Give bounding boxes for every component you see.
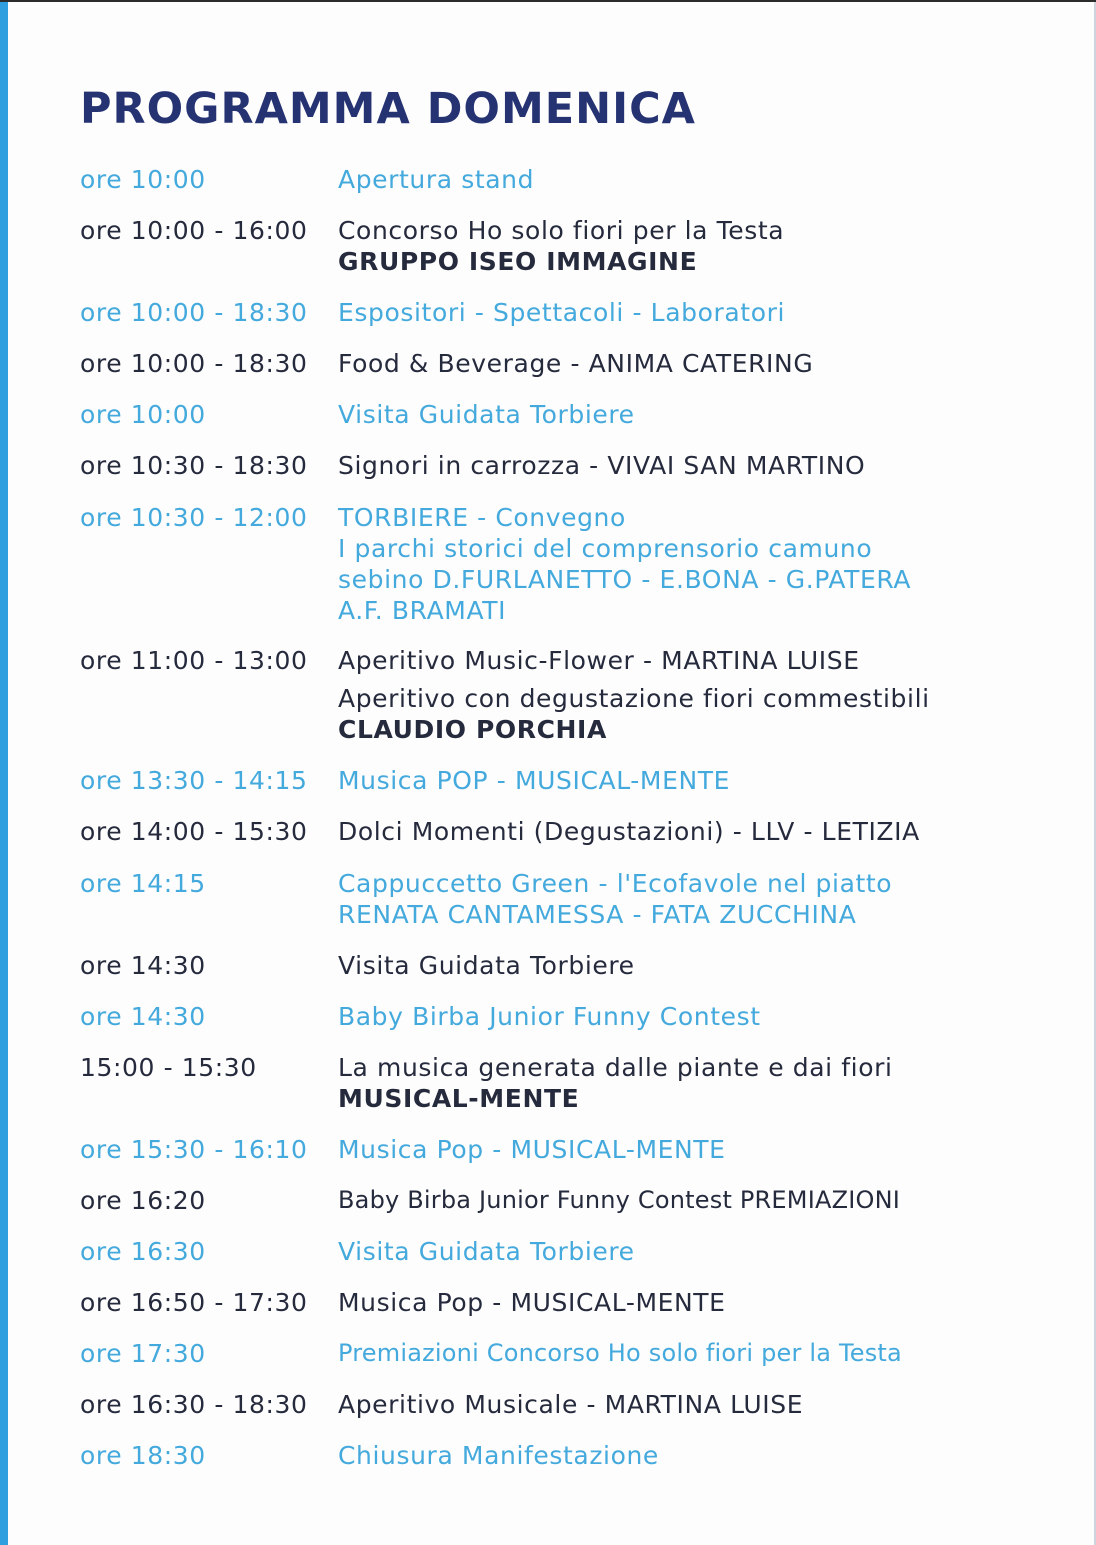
event-description — [338, 450, 1038, 481]
event-time: 15:00 - 15:30 — [80, 1053, 257, 1082]
event-description — [338, 816, 1038, 847]
event-line: Baby Birba Junior Funny Contest PREMIAZIONI — [338, 1186, 901, 1214]
event-line: Premiazioni Concorso Ho solo fiori per la Testa — [338, 1339, 902, 1367]
event-line: Musica Pop - MUSICAL-MENTE — [338, 1288, 726, 1317]
event-time: ore 15:30 - 16:10 — [80, 1135, 308, 1164]
event-description — [338, 1287, 1038, 1318]
event-description — [338, 297, 1038, 328]
event-description — [338, 399, 1038, 430]
event-time: ore 10:00 - 16:00 — [80, 216, 308, 245]
event-line: Chiusura Manifestazione — [338, 1441, 659, 1470]
event-time: ore 14:15 — [80, 869, 206, 898]
event-time: ore 16:30 — [80, 1237, 206, 1266]
event-description — [338, 1052, 1038, 1114]
event-line: Concorso Ho solo fiori per la Testa — [338, 216, 785, 245]
event-line: Apertura stand — [338, 165, 535, 194]
event-description — [338, 1236, 1038, 1267]
event-line: Musica POP - MUSICAL-MENTE — [338, 766, 731, 795]
event-time: ore 16:50 - 17:30 — [80, 1288, 308, 1317]
event-time: ore 10:30 - 18:30 — [80, 451, 308, 480]
event-description — [338, 1338, 1038, 1369]
event-line: Espositori - Spettacoli - Laboratori — [338, 298, 786, 327]
top-page-edge — [0, 0, 1096, 2]
event-time: ore 14:00 - 15:30 — [80, 817, 308, 846]
event-line: Food & Beverage - ANIMA CATERING — [338, 349, 814, 378]
event-line: TORBIERE - Convegno — [338, 503, 626, 532]
event-line: sebino D.FURLANETTO - E.BONA - G.PATERA — [338, 565, 912, 594]
event-line: CLAUDIO PORCHIA — [338, 715, 607, 744]
event-time: ore 17:30 — [80, 1339, 206, 1368]
event-line: Visita Guidata Torbiere — [338, 1237, 635, 1266]
event-description — [338, 215, 1038, 277]
left-accent-bar — [0, 0, 8, 1545]
event-description — [338, 1185, 1038, 1216]
event-description — [338, 348, 1038, 379]
event-line: Dolci Momenti (Degustazioni) - LLV - LETIZIA — [338, 817, 920, 846]
event-description — [338, 502, 1038, 626]
event-line: Aperitivo con degustazione fiori commestibili — [338, 684, 930, 713]
event-line: Baby Birba Junior Funny Contest — [338, 1002, 761, 1031]
event-line: Visita Guidata Torbiere — [338, 951, 635, 980]
event-time: ore 10:00 — [80, 165, 206, 194]
event-time: ore 10:00 — [80, 400, 206, 429]
event-line: Signori in carrozza - VIVAI SAN MARTINO — [338, 451, 866, 480]
event-description — [338, 1001, 1038, 1032]
event-time: ore 13:30 - 14:15 — [80, 766, 308, 795]
event-time: ore 10:00 - 18:30 — [80, 298, 308, 327]
event-description — [338, 1440, 1038, 1471]
event-description — [338, 765, 1038, 796]
event-time: ore 14:30 — [80, 1002, 206, 1031]
event-line: A.F. BRAMATI — [338, 596, 507, 625]
event-line: MUSICAL-MENTE — [338, 1084, 580, 1113]
event-line: La musica generata dalle piante e dai fiori — [338, 1053, 893, 1082]
event-description — [338, 1389, 1038, 1420]
event-time: ore 16:20 — [80, 1186, 206, 1215]
event-line: Aperitivo Musicale - MARTINA LUISE — [338, 1390, 804, 1419]
event-description — [338, 950, 1038, 981]
event-time: ore 14:30 — [80, 951, 206, 980]
event-line: GRUPPO ISEO IMMAGINE — [338, 247, 698, 276]
event-description — [338, 645, 1038, 745]
event-line: Visita Guidata Torbiere — [338, 400, 635, 429]
event-line: I parchi storici del comprensorio camuno — [338, 534, 873, 563]
event-time: ore 10:00 - 18:30 — [80, 349, 308, 378]
event-line: RENATA CANTAMESSA - FATA ZUCCHINA — [338, 900, 857, 929]
event-description — [338, 164, 1038, 195]
event-time: ore 18:30 — [80, 1441, 206, 1470]
page-title: PROGRAMMA DOMENICA — [80, 84, 696, 134]
event-line: Aperitivo Music-Flower - MARTINA LUISE — [338, 646, 860, 675]
event-line: Cappuccetto Green - l'Ecofavole nel piatto — [338, 869, 893, 898]
event-time: ore 10:30 - 12:00 — [80, 503, 308, 532]
event-description — [338, 1134, 1038, 1165]
event-time: ore 16:30 - 18:30 — [80, 1390, 308, 1419]
event-time: ore 11:00 - 13:00 — [80, 646, 308, 675]
event-line: Musica Pop - MUSICAL-MENTE — [338, 1135, 726, 1164]
event-description — [338, 868, 1038, 930]
